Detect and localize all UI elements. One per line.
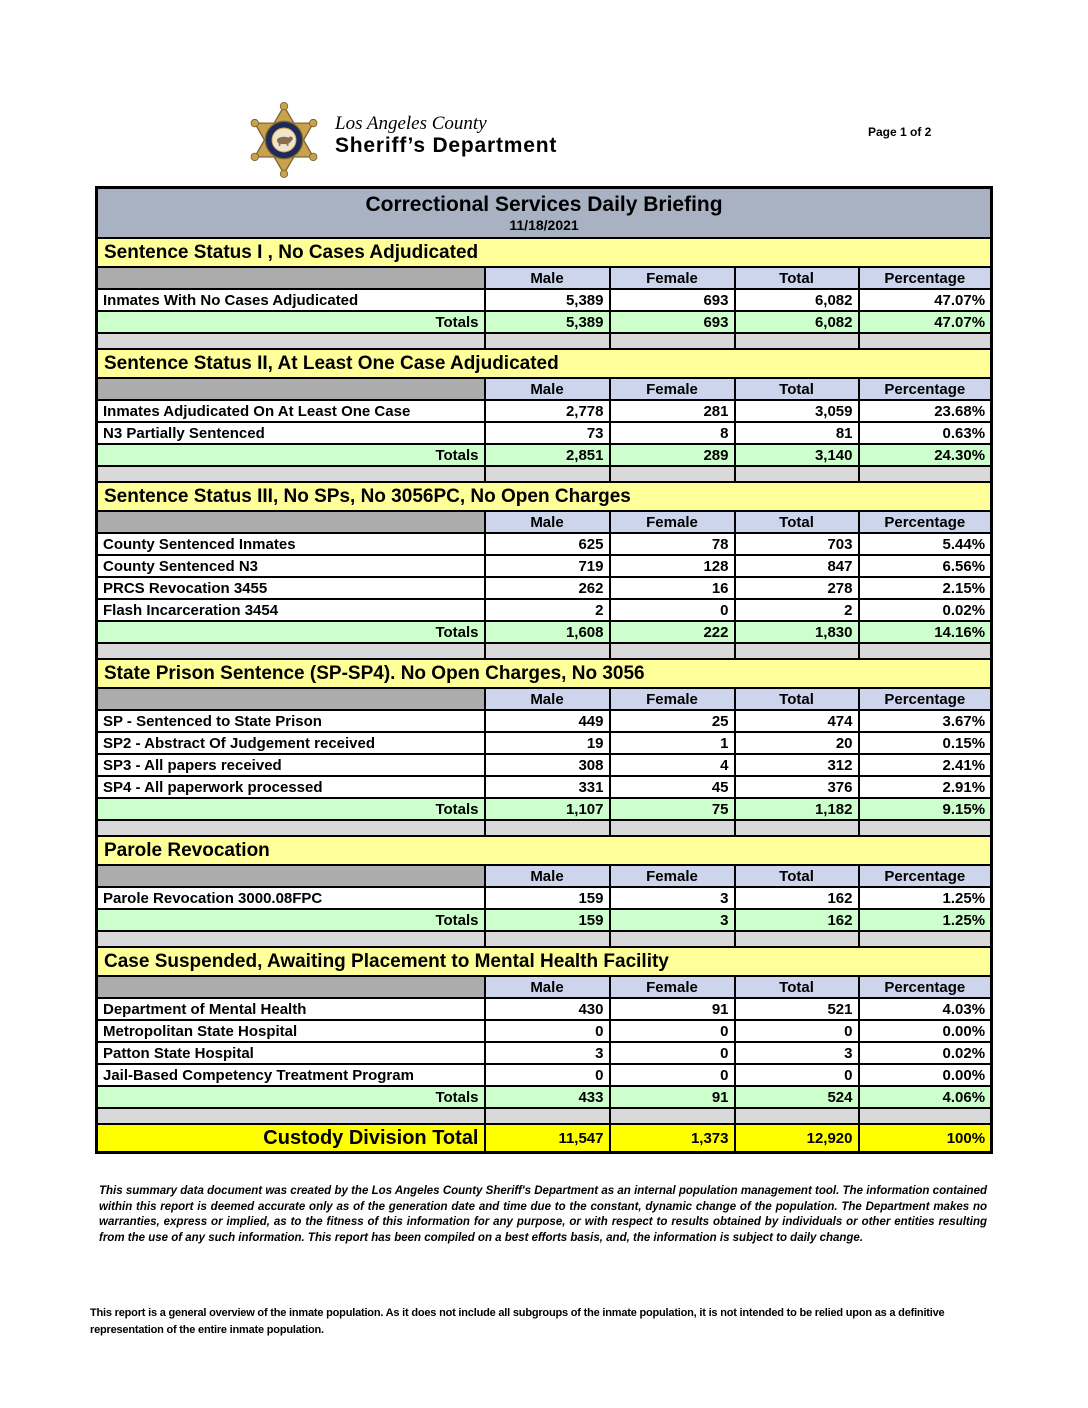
col-total: Total <box>735 976 859 998</box>
cell-female: 91 <box>610 1086 735 1108</box>
spacer-row <box>97 820 992 836</box>
cell-percentage: 47.07% <box>859 311 992 333</box>
cell-percentage: 6.56% <box>859 555 992 577</box>
cell-total: 2 <box>735 599 859 621</box>
row-label: SP - Sentenced to State Prison <box>97 710 485 732</box>
cell-female: 693 <box>610 311 735 333</box>
cell-male: 2,851 <box>485 444 610 466</box>
report-date: 11/18/2021 <box>509 217 579 233</box>
cell-female: 1,373 <box>610 1124 735 1153</box>
section-header-row <box>97 659 992 688</box>
logo-department-line: Sheriff’s Department <box>335 134 558 157</box>
column-header-row <box>97 688 992 710</box>
section-header: Sentence Status I , No Cases Adjudicated <box>97 238 992 267</box>
totals-label: Totals <box>97 444 485 466</box>
cell-percentage: 0.00% <box>859 1064 992 1086</box>
cell-total: 703 <box>735 533 859 555</box>
totals-row <box>97 621 992 643</box>
cell-total: 6,082 <box>735 289 859 311</box>
col-male: Male <box>485 976 610 998</box>
section-header: Case Suspended, Awaiting Placement to Mental Health Facility <box>97 947 992 976</box>
cell-female: 289 <box>610 444 735 466</box>
col-total: Total <box>735 267 859 289</box>
table-row <box>97 599 992 621</box>
column-header-row <box>97 976 992 998</box>
col-female: Female <box>610 688 735 710</box>
cell-total: 12,920 <box>735 1124 859 1153</box>
cell-male: 625 <box>485 533 610 555</box>
logo-text <box>335 114 557 157</box>
cell-percentage: 5.44% <box>859 533 992 555</box>
grand-total-row <box>97 1124 992 1153</box>
cell-total: 81 <box>735 422 859 444</box>
cell-percentage: 24.30% <box>859 444 992 466</box>
spacer-row <box>97 643 992 659</box>
cell-percentage: 2.41% <box>859 754 992 776</box>
row-label: Department of Mental Health <box>97 998 485 1020</box>
section-header-row <box>97 238 992 267</box>
row-label: Metropolitan State Hospital <box>97 1020 485 1042</box>
cell-percentage: 2.15% <box>859 577 992 599</box>
col-total: Total <box>735 688 859 710</box>
totals-label: Totals <box>97 311 485 333</box>
cell-female: 91 <box>610 998 735 1020</box>
stub-cell <box>97 378 485 400</box>
cell-female: 693 <box>610 289 735 311</box>
row-label: SP3 - All papers received <box>97 754 485 776</box>
col-male: Male <box>485 511 610 533</box>
cell-female: 75 <box>610 798 735 820</box>
cell-total: 162 <box>735 909 859 931</box>
section-header-row <box>97 349 992 378</box>
spacer-row <box>97 931 992 947</box>
totals-row <box>97 798 992 820</box>
cell-percentage: 0.02% <box>859 599 992 621</box>
cell-male: 449 <box>485 710 610 732</box>
cell-female: 8 <box>610 422 735 444</box>
section-header-row <box>97 482 992 511</box>
totals-label: Totals <box>97 1086 485 1108</box>
col-total: Total <box>735 511 859 533</box>
cell-male: 1,608 <box>485 621 610 643</box>
column-header-row <box>97 865 992 887</box>
row-label: SP4 - All paperwork processed <box>97 776 485 798</box>
cell-total: 376 <box>735 776 859 798</box>
cell-female: 3 <box>610 887 735 909</box>
cell-total: 6,082 <box>735 311 859 333</box>
cell-male: 719 <box>485 555 610 577</box>
row-label: Patton State Hospital <box>97 1042 485 1064</box>
sheriff-star-badge-icon <box>237 100 331 180</box>
cell-percentage: 4.06% <box>859 1086 992 1108</box>
report-title: Correctional Services Daily Briefing <box>365 193 723 216</box>
cell-total: 278 <box>735 577 859 599</box>
column-header-row <box>97 378 992 400</box>
col-percentage: Percentage <box>859 511 992 533</box>
row-label: SP2 - Abstract Of Judgement received <box>97 732 485 754</box>
spacer-row <box>97 466 992 482</box>
col-male: Male <box>485 865 610 887</box>
cell-total: 524 <box>735 1086 859 1108</box>
report-title-band <box>97 188 992 239</box>
table-row <box>97 998 992 1020</box>
stub-cell <box>97 865 485 887</box>
stub-cell <box>97 688 485 710</box>
cell-total: 20 <box>735 732 859 754</box>
cell-female: 222 <box>610 621 735 643</box>
row-label: County Sentenced Inmates <box>97 533 485 555</box>
column-header-row <box>97 511 992 533</box>
logo-county-line: Los Angeles County <box>335 113 487 134</box>
stub-cell <box>97 976 485 998</box>
col-percentage: Percentage <box>859 976 992 998</box>
cell-total: 162 <box>735 887 859 909</box>
col-female: Female <box>610 976 735 998</box>
table-row <box>97 400 992 422</box>
table-row <box>97 887 992 909</box>
cell-percentage: 0.15% <box>859 732 992 754</box>
briefing-table <box>95 186 993 1154</box>
cell-male: 5,389 <box>485 289 610 311</box>
cell-percentage: 2.91% <box>859 776 992 798</box>
table-row <box>97 533 992 555</box>
cell-male: 5,389 <box>485 311 610 333</box>
cell-total: 0 <box>735 1020 859 1042</box>
table-row <box>97 776 992 798</box>
cell-male: 262 <box>485 577 610 599</box>
totals-row <box>97 444 992 466</box>
cell-male: 159 <box>485 887 610 909</box>
table-row <box>97 555 992 577</box>
page-indicator: Page 1 of 2 <box>868 125 932 139</box>
cell-male: 1,107 <box>485 798 610 820</box>
report-title-cell <box>97 188 992 239</box>
table-row <box>97 1020 992 1042</box>
col-percentage: Percentage <box>859 378 992 400</box>
table-row <box>97 1064 992 1086</box>
row-label: PRCS Revocation 3455 <box>97 577 485 599</box>
table-row <box>97 1042 992 1064</box>
row-label: County Sentenced N3 <box>97 555 485 577</box>
col-percentage: Percentage <box>859 267 992 289</box>
table-row <box>97 732 992 754</box>
cell-percentage: 1.25% <box>859 909 992 931</box>
column-header-row <box>97 267 992 289</box>
cell-percentage: 0.02% <box>859 1042 992 1064</box>
stub-cell <box>97 511 485 533</box>
cell-total: 0 <box>735 1064 859 1086</box>
cell-female: 16 <box>610 577 735 599</box>
masthead <box>237 100 557 180</box>
cell-percentage: 1.25% <box>859 887 992 909</box>
cell-female: 0 <box>610 599 735 621</box>
cell-total: 312 <box>735 754 859 776</box>
section-header: Sentence Status III, No SPs, No 3056PC, No Open Charges <box>97 482 992 511</box>
table-row <box>97 289 992 311</box>
cell-male: 159 <box>485 909 610 931</box>
row-label: Parole Revocation 3000.08FPC <box>97 887 485 909</box>
row-label: Inmates With No Cases Adjudicated <box>97 289 485 311</box>
cell-male: 11,547 <box>485 1124 610 1153</box>
row-label: Inmates Adjudicated On At Least One Case <box>97 400 485 422</box>
cell-male: 0 <box>485 1064 610 1086</box>
cell-percentage: 0.63% <box>859 422 992 444</box>
cell-female: 25 <box>610 710 735 732</box>
totals-label: Totals <box>97 798 485 820</box>
totals-row <box>97 311 992 333</box>
cell-total: 3,059 <box>735 400 859 422</box>
cell-male: 430 <box>485 998 610 1020</box>
overview-note-text: This report is a general overview of the inmate population. As it does not include all subgroups of the inmate population, it is not intended to be relied upon as a definitive representation of the entire inmate population. <box>90 1307 945 1336</box>
cell-male: 331 <box>485 776 610 798</box>
cell-male: 308 <box>485 754 610 776</box>
disclaimer-text: This summary data document was created by the Los Angeles County Sheriff's Department as an internal population management tool. The information contained within this report is deemed accurate only as of the generation date and time due to the constant, dynamic change of the population. The Department makes no warranties, express or implied, as to the fitness of this information for any purpose, or with respect to results obtained by individuals or other entities resulting from the use of any such information. This report has been compiled on a best efforts basis, and, the information is subject to daily change. <box>99 1185 987 1244</box>
totals-row <box>97 1086 992 1108</box>
cell-female: 3 <box>610 909 735 931</box>
cell-male: 19 <box>485 732 610 754</box>
spacer-row <box>97 1108 992 1124</box>
cell-male: 2 <box>485 599 610 621</box>
cell-percentage: 14.16% <box>859 621 992 643</box>
cell-male: 73 <box>485 422 610 444</box>
cell-total: 847 <box>735 555 859 577</box>
row-label: N3 Partially Sentenced <box>97 422 485 444</box>
cell-male: 433 <box>485 1086 610 1108</box>
col-percentage: Percentage <box>859 865 992 887</box>
totals-label: Totals <box>97 909 485 931</box>
cell-female: 281 <box>610 400 735 422</box>
cell-total: 3,140 <box>735 444 859 466</box>
col-female: Female <box>610 267 735 289</box>
row-label: Jail-Based Competency Treatment Program <box>97 1064 485 1086</box>
grand-total-label: Custody Division Total <box>97 1124 485 1153</box>
cell-male: 3 <box>485 1042 610 1064</box>
col-total: Total <box>735 378 859 400</box>
col-male: Male <box>485 688 610 710</box>
table-row <box>97 422 992 444</box>
cell-total: 474 <box>735 710 859 732</box>
totals-row <box>97 909 992 931</box>
cell-female: 1 <box>610 732 735 754</box>
spacer-row <box>97 333 992 349</box>
section-header-row <box>97 836 992 865</box>
col-female: Female <box>610 865 735 887</box>
cell-female: 78 <box>610 533 735 555</box>
section-header: Parole Revocation <box>97 836 992 865</box>
stub-cell <box>97 267 485 289</box>
table-row <box>97 577 992 599</box>
cell-percentage: 4.03% <box>859 998 992 1020</box>
col-female: Female <box>610 511 735 533</box>
table-row <box>97 754 992 776</box>
cell-female: 0 <box>610 1042 735 1064</box>
cell-percentage: 0.00% <box>859 1020 992 1042</box>
col-percentage: Percentage <box>859 688 992 710</box>
cell-percentage: 3.67% <box>859 710 992 732</box>
col-male: Male <box>485 378 610 400</box>
cell-total: 521 <box>735 998 859 1020</box>
col-total: Total <box>735 865 859 887</box>
cell-female: 0 <box>610 1020 735 1042</box>
cell-percentage: 100% <box>859 1124 992 1153</box>
cell-total: 3 <box>735 1042 859 1064</box>
cell-percentage: 9.15% <box>859 798 992 820</box>
cell-female: 4 <box>610 754 735 776</box>
cell-percentage: 23.68% <box>859 400 992 422</box>
section-header: State Prison Sentence (SP-SP4). No Open Charges, No 3056 <box>97 659 992 688</box>
cell-total: 1,182 <box>735 798 859 820</box>
row-label: Flash Incarceration 3454 <box>97 599 485 621</box>
cell-female: 128 <box>610 555 735 577</box>
cell-male: 2,778 <box>485 400 610 422</box>
table-row <box>97 710 992 732</box>
cell-total: 1,830 <box>735 621 859 643</box>
col-male: Male <box>485 267 610 289</box>
cell-percentage: 47.07% <box>859 289 992 311</box>
totals-label: Totals <box>97 621 485 643</box>
section-header: Sentence Status II, At Least One Case Adjudicated <box>97 349 992 378</box>
cell-male: 0 <box>485 1020 610 1042</box>
section-header-row <box>97 947 992 976</box>
cell-female: 0 <box>610 1064 735 1086</box>
cell-female: 45 <box>610 776 735 798</box>
col-female: Female <box>610 378 735 400</box>
